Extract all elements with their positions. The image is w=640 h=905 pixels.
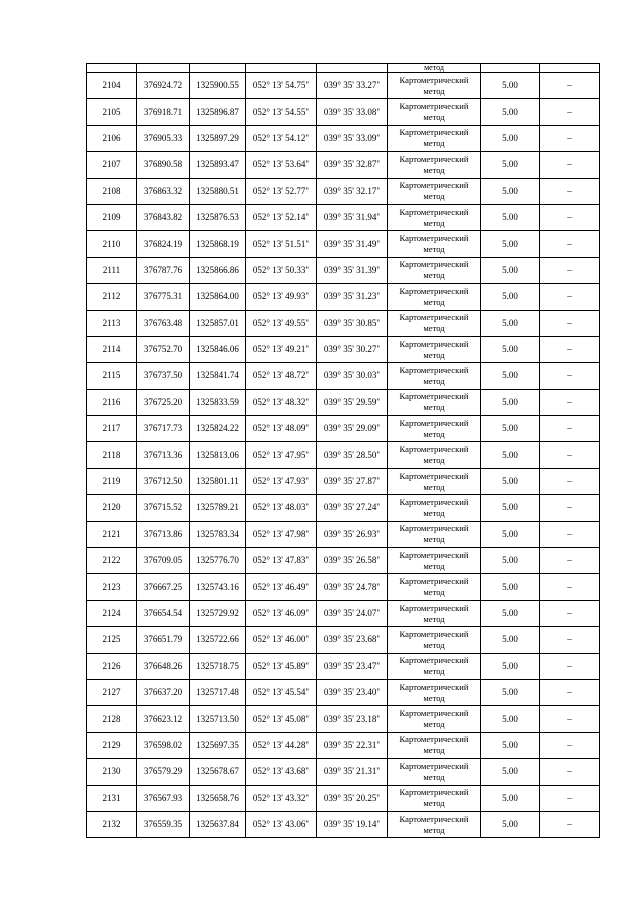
table-row	[87, 416, 600, 442]
cell-longitude: 039° 35' 22.31"	[317, 732, 388, 758]
cell-accuracy: 5.00	[481, 178, 540, 204]
cell-latitude: 052° 13' 47.95"	[246, 442, 317, 468]
cell-note: –	[540, 178, 600, 204]
cell-y: 1325637.84	[190, 811, 246, 837]
cell-y: 1325789.21	[190, 495, 246, 521]
table-row	[87, 284, 600, 310]
cell-x: 376752.70	[137, 336, 190, 362]
cell-latitude: 052° 13' 43.32"	[246, 785, 317, 811]
cell-method: Картометрический метод	[388, 73, 481, 99]
cell-x: 376623.12	[137, 706, 190, 732]
cell-latitude: 052° 13' 43.06"	[246, 811, 317, 837]
cell-y: 1325846.06	[190, 336, 246, 362]
cell-method: Картометрический метод	[388, 310, 481, 336]
cell-x: 376905.33	[137, 125, 190, 151]
cell-note: –	[540, 495, 600, 521]
cell-point-number: 2106	[87, 125, 137, 151]
cell-longitude: 039° 35' 29.09"	[317, 416, 388, 442]
cell-empty	[540, 64, 600, 73]
cell-y: 1325743.16	[190, 574, 246, 600]
table-row	[87, 574, 600, 600]
table-row	[87, 204, 600, 230]
cell-x: 376787.76	[137, 257, 190, 283]
cell-accuracy: 5.00	[481, 600, 540, 626]
cell-point-number: 2114	[87, 336, 137, 362]
cell-y: 1325718.75	[190, 653, 246, 679]
cell-method: Картометрический метод	[388, 284, 481, 310]
cell-accuracy: 5.00	[481, 363, 540, 389]
cell-latitude: 052° 13' 54.12"	[246, 125, 317, 151]
cell-x: 376713.86	[137, 521, 190, 547]
cell-y: 1325866.86	[190, 257, 246, 283]
cell-point-number: 2121	[87, 521, 137, 547]
table-row	[87, 152, 600, 178]
cell-latitude: 052° 13' 46.00"	[246, 627, 317, 653]
cell-x: 376918.71	[137, 99, 190, 125]
cell-point-number: 2130	[87, 759, 137, 785]
cell-y: 1325824.22	[190, 416, 246, 442]
cell-longitude: 039° 35' 28.50"	[317, 442, 388, 468]
cell-note: –	[540, 442, 600, 468]
cell-note: –	[540, 679, 600, 705]
cell-longitude: 039° 35' 33.27"	[317, 73, 388, 99]
table-row	[87, 679, 600, 705]
cell-x: 376598.02	[137, 732, 190, 758]
cell-point-number: 2113	[87, 310, 137, 336]
table-row	[87, 759, 600, 785]
cell-note: –	[540, 732, 600, 758]
cell-longitude: 039° 35' 31.49"	[317, 231, 388, 257]
cell-note: –	[540, 600, 600, 626]
cell-y: 1325678.67	[190, 759, 246, 785]
cell-method: Картометрический метод	[388, 679, 481, 705]
cell-method: Картометрический метод	[388, 574, 481, 600]
cell-method: Картометрический метод	[388, 99, 481, 125]
cell-note: –	[540, 548, 600, 574]
cell-method: Картометрический метод	[388, 416, 481, 442]
cell-accuracy: 5.00	[481, 521, 540, 547]
table-row	[87, 600, 600, 626]
cell-y: 1325896.87	[190, 99, 246, 125]
cell-accuracy: 5.00	[481, 653, 540, 679]
cell-method: Картометрический метод	[388, 706, 481, 732]
table-row	[87, 548, 600, 574]
cell-point-number: 2132	[87, 811, 137, 837]
cell-y: 1325841.74	[190, 363, 246, 389]
cell-x: 376717.73	[137, 416, 190, 442]
table-row	[87, 336, 600, 362]
cell-x: 376924.72	[137, 73, 190, 99]
cell-longitude: 039° 35' 32.87"	[317, 152, 388, 178]
cell-latitude: 052° 13' 54.75"	[246, 73, 317, 99]
cell-latitude: 052° 13' 48.32"	[246, 389, 317, 415]
table-row	[87, 310, 600, 336]
cell-accuracy: 5.00	[481, 416, 540, 442]
cell-x: 376725.20	[137, 389, 190, 415]
cell-point-number: 2131	[87, 785, 137, 811]
cell-method: Картометрический метод	[388, 257, 481, 283]
cell-empty	[317, 64, 388, 73]
cell-accuracy: 5.00	[481, 310, 540, 336]
cell-x: 376567.93	[137, 785, 190, 811]
table-row	[87, 653, 600, 679]
cell-longitude: 039° 35' 31.39"	[317, 257, 388, 283]
cell-accuracy: 5.00	[481, 73, 540, 99]
cell-longitude: 039° 35' 30.03"	[317, 363, 388, 389]
cell-accuracy: 5.00	[481, 732, 540, 758]
cell-note: –	[540, 363, 600, 389]
cell-point-number: 2122	[87, 548, 137, 574]
cell-latitude: 052° 13' 46.49"	[246, 574, 317, 600]
cell-y: 1325801.11	[190, 468, 246, 494]
cell-accuracy: 5.00	[481, 785, 540, 811]
cell-y: 1325893.47	[190, 152, 246, 178]
cell-x: 376559.35	[137, 811, 190, 837]
cell-longitude: 039° 35' 23.40"	[317, 679, 388, 705]
cell-latitude: 052° 13' 52.77"	[246, 178, 317, 204]
cell-longitude: 039° 35' 27.24"	[317, 495, 388, 521]
table-row	[87, 178, 600, 204]
cell-method: Картометрический метод	[388, 759, 481, 785]
cell-note: –	[540, 99, 600, 125]
cell-point-number: 2124	[87, 600, 137, 626]
cell-accuracy: 5.00	[481, 759, 540, 785]
cell-latitude: 052° 13' 53.64"	[246, 152, 317, 178]
cell-accuracy: 5.00	[481, 574, 540, 600]
cell-point-number: 2104	[87, 73, 137, 99]
cell-longitude: 039° 35' 31.94"	[317, 204, 388, 230]
cell-x: 376824.19	[137, 231, 190, 257]
table-row	[87, 468, 600, 494]
cell-empty	[481, 64, 540, 73]
cell-latitude: 052° 13' 49.55"	[246, 310, 317, 336]
cell-longitude: 039° 35' 33.08"	[317, 99, 388, 125]
cell-latitude: 052° 13' 48.72"	[246, 363, 317, 389]
cell-method: Картометрический метод	[388, 442, 481, 468]
cell-longitude: 039° 35' 23.18"	[317, 706, 388, 732]
cell-longitude: 039° 35' 29.59"	[317, 389, 388, 415]
table-row	[87, 257, 600, 283]
cell-note: –	[540, 257, 600, 283]
cell-method: Картометрический метод	[388, 152, 481, 178]
cell-point-number: 2119	[87, 468, 137, 494]
cell-accuracy: 5.00	[481, 284, 540, 310]
cell-method: Картометрический метод	[388, 204, 481, 230]
cell-latitude: 052° 13' 45.08"	[246, 706, 317, 732]
cell-empty	[87, 64, 137, 73]
cell-accuracy: 5.00	[481, 257, 540, 283]
cell-latitude: 052° 13' 51.51"	[246, 231, 317, 257]
cell-note: –	[540, 389, 600, 415]
cell-point-number: 2111	[87, 257, 137, 283]
cell-y: 1325876.53	[190, 204, 246, 230]
cell-y: 1325857.01	[190, 310, 246, 336]
cell-x: 376763.48	[137, 310, 190, 336]
cell-note: –	[540, 627, 600, 653]
cell-note: –	[540, 468, 600, 494]
cell-point-number: 2109	[87, 204, 137, 230]
table-row	[87, 442, 600, 468]
cell-accuracy: 5.00	[481, 125, 540, 151]
cell-longitude: 039° 35' 26.58"	[317, 548, 388, 574]
cell-method-tail: метод	[388, 64, 481, 73]
cell-y: 1325722.66	[190, 627, 246, 653]
cell-point-number: 2127	[87, 679, 137, 705]
cell-note: –	[540, 204, 600, 230]
cell-longitude: 039° 35' 23.68"	[317, 627, 388, 653]
cell-method: Картометрический метод	[388, 811, 481, 837]
cell-accuracy: 5.00	[481, 204, 540, 230]
table-body	[87, 64, 600, 838]
cell-empty	[246, 64, 317, 73]
cell-x: 376637.20	[137, 679, 190, 705]
cell-latitude: 052° 13' 45.89"	[246, 653, 317, 679]
cell-method: Картометрический метод	[388, 125, 481, 151]
cell-latitude: 052° 13' 48.03"	[246, 495, 317, 521]
table-row	[87, 785, 600, 811]
cell-y: 1325864.00	[190, 284, 246, 310]
cell-longitude: 039° 35' 30.27"	[317, 336, 388, 362]
cell-y: 1325717.48	[190, 679, 246, 705]
cell-point-number: 2116	[87, 389, 137, 415]
cell-method: Картометрический метод	[388, 495, 481, 521]
cell-longitude: 039° 35' 21.31"	[317, 759, 388, 785]
cell-note: –	[540, 706, 600, 732]
cell-accuracy: 5.00	[481, 468, 540, 494]
cell-accuracy: 5.00	[481, 336, 540, 362]
cell-x: 376843.82	[137, 204, 190, 230]
cell-y: 1325729.92	[190, 600, 246, 626]
cell-method: Картометрический метод	[388, 548, 481, 574]
cell-method: Картометрический метод	[388, 600, 481, 626]
cell-latitude: 052° 13' 54.55"	[246, 99, 317, 125]
cell-x: 376775.31	[137, 284, 190, 310]
cell-point-number: 2105	[87, 99, 137, 125]
cell-latitude: 052° 13' 44.28"	[246, 732, 317, 758]
cell-longitude: 039° 35' 30.85"	[317, 310, 388, 336]
cell-longitude: 039° 35' 24.78"	[317, 574, 388, 600]
cell-note: –	[540, 785, 600, 811]
table-row	[87, 125, 600, 151]
cell-note: –	[540, 284, 600, 310]
cell-longitude: 039° 35' 33.09"	[317, 125, 388, 151]
cell-note: –	[540, 416, 600, 442]
cell-note: –	[540, 310, 600, 336]
cell-note: –	[540, 73, 600, 99]
cell-accuracy: 5.00	[481, 548, 540, 574]
cell-empty	[137, 64, 190, 73]
table-row	[87, 521, 600, 547]
table-row	[87, 811, 600, 837]
cell-method: Картометрический метод	[388, 627, 481, 653]
cell-y: 1325900.55	[190, 73, 246, 99]
cell-x: 376713.36	[137, 442, 190, 468]
cell-accuracy: 5.00	[481, 152, 540, 178]
cell-point-number: 2118	[87, 442, 137, 468]
table-row	[87, 231, 600, 257]
cell-method: Картометрический метод	[388, 785, 481, 811]
cell-point-number: 2108	[87, 178, 137, 204]
cell-method: Картометрический метод	[388, 363, 481, 389]
cell-x: 376863.32	[137, 178, 190, 204]
cell-note: –	[540, 125, 600, 151]
table-row	[87, 363, 600, 389]
cell-y: 1325880.51	[190, 178, 246, 204]
cell-point-number: 2112	[87, 284, 137, 310]
cell-longitude: 039° 35' 23.47"	[317, 653, 388, 679]
cell-x: 376579.29	[137, 759, 190, 785]
cell-x: 376648.26	[137, 653, 190, 679]
cell-longitude: 039° 35' 19.14"	[317, 811, 388, 837]
cell-latitude: 052° 13' 45.54"	[246, 679, 317, 705]
table-row	[87, 732, 600, 758]
cell-longitude: 039° 35' 32.17"	[317, 178, 388, 204]
cell-latitude: 052° 13' 52.14"	[246, 204, 317, 230]
cell-accuracy: 5.00	[481, 627, 540, 653]
cell-method: Картометрический метод	[388, 178, 481, 204]
cell-accuracy: 5.00	[481, 99, 540, 125]
cell-longitude: 039° 35' 20.25"	[317, 785, 388, 811]
cell-latitude: 052° 13' 48.09"	[246, 416, 317, 442]
cell-y: 1325868.19	[190, 231, 246, 257]
cell-note: –	[540, 811, 600, 837]
cell-point-number: 2129	[87, 732, 137, 758]
cell-method: Картометрический метод	[388, 336, 481, 362]
cell-accuracy: 5.00	[481, 679, 540, 705]
cell-point-number: 2125	[87, 627, 137, 653]
cell-point-number: 2110	[87, 231, 137, 257]
table-row	[87, 99, 600, 125]
cell-note: –	[540, 574, 600, 600]
cell-point-number: 2123	[87, 574, 137, 600]
cell-latitude: 052° 13' 47.83"	[246, 548, 317, 574]
cell-note: –	[540, 653, 600, 679]
cell-accuracy: 5.00	[481, 706, 540, 732]
table-row	[87, 389, 600, 415]
cell-latitude: 052° 13' 49.21"	[246, 336, 317, 362]
cell-x: 376737.50	[137, 363, 190, 389]
cell-accuracy: 5.00	[481, 811, 540, 837]
cell-method: Картометрический метод	[388, 389, 481, 415]
cell-x: 376667.25	[137, 574, 190, 600]
cell-point-number: 2115	[87, 363, 137, 389]
cell-y: 1325713.50	[190, 706, 246, 732]
cell-latitude: 052° 13' 46.09"	[246, 600, 317, 626]
cell-x: 376654.54	[137, 600, 190, 626]
cell-accuracy: 5.00	[481, 442, 540, 468]
cell-x: 376890.58	[137, 152, 190, 178]
table-row	[87, 627, 600, 653]
cell-point-number: 2128	[87, 706, 137, 732]
cell-longitude: 039° 35' 27.87"	[317, 468, 388, 494]
cell-accuracy: 5.00	[481, 231, 540, 257]
cell-latitude: 052° 13' 50.33"	[246, 257, 317, 283]
cell-point-number: 2117	[87, 416, 137, 442]
cell-latitude: 052° 13' 47.98"	[246, 521, 317, 547]
cell-note: –	[540, 336, 600, 362]
cell-y: 1325783.34	[190, 521, 246, 547]
cell-x: 376709.05	[137, 548, 190, 574]
cell-point-number: 2107	[87, 152, 137, 178]
cell-longitude: 039° 35' 31.23"	[317, 284, 388, 310]
cell-method: Картометрический метод	[388, 231, 481, 257]
cell-y: 1325658.76	[190, 785, 246, 811]
cell-note: –	[540, 759, 600, 785]
table-row	[87, 73, 600, 99]
cell-latitude: 052° 13' 43.68"	[246, 759, 317, 785]
cell-y: 1325897.29	[190, 125, 246, 151]
cell-method: Картометрический метод	[388, 521, 481, 547]
cell-method: Картометрический метод	[388, 653, 481, 679]
cell-x: 376715.52	[137, 495, 190, 521]
cell-accuracy: 5.00	[481, 389, 540, 415]
cell-x: 376712.50	[137, 468, 190, 494]
cell-latitude: 052° 13' 49.93"	[246, 284, 317, 310]
coordinates-table	[86, 63, 600, 838]
cell-accuracy: 5.00	[481, 495, 540, 521]
cell-latitude: 052° 13' 47.93"	[246, 468, 317, 494]
cell-note: –	[540, 521, 600, 547]
cell-longitude: 039° 35' 24.07"	[317, 600, 388, 626]
table-row	[87, 706, 600, 732]
cell-note: –	[540, 231, 600, 257]
cell-longitude: 039° 35' 26.93"	[317, 521, 388, 547]
cell-empty	[190, 64, 246, 73]
cell-point-number: 2126	[87, 653, 137, 679]
continued-row	[87, 64, 600, 73]
cell-method: Картометрический метод	[388, 732, 481, 758]
cell-x: 376651.79	[137, 627, 190, 653]
cell-point-number: 2120	[87, 495, 137, 521]
cell-y: 1325697.35	[190, 732, 246, 758]
cell-y: 1325833.59	[190, 389, 246, 415]
table-row	[87, 495, 600, 521]
cell-y: 1325776.70	[190, 548, 246, 574]
cell-note: –	[540, 152, 600, 178]
cell-method: Картометрический метод	[388, 468, 481, 494]
cell-y: 1325813.06	[190, 442, 246, 468]
